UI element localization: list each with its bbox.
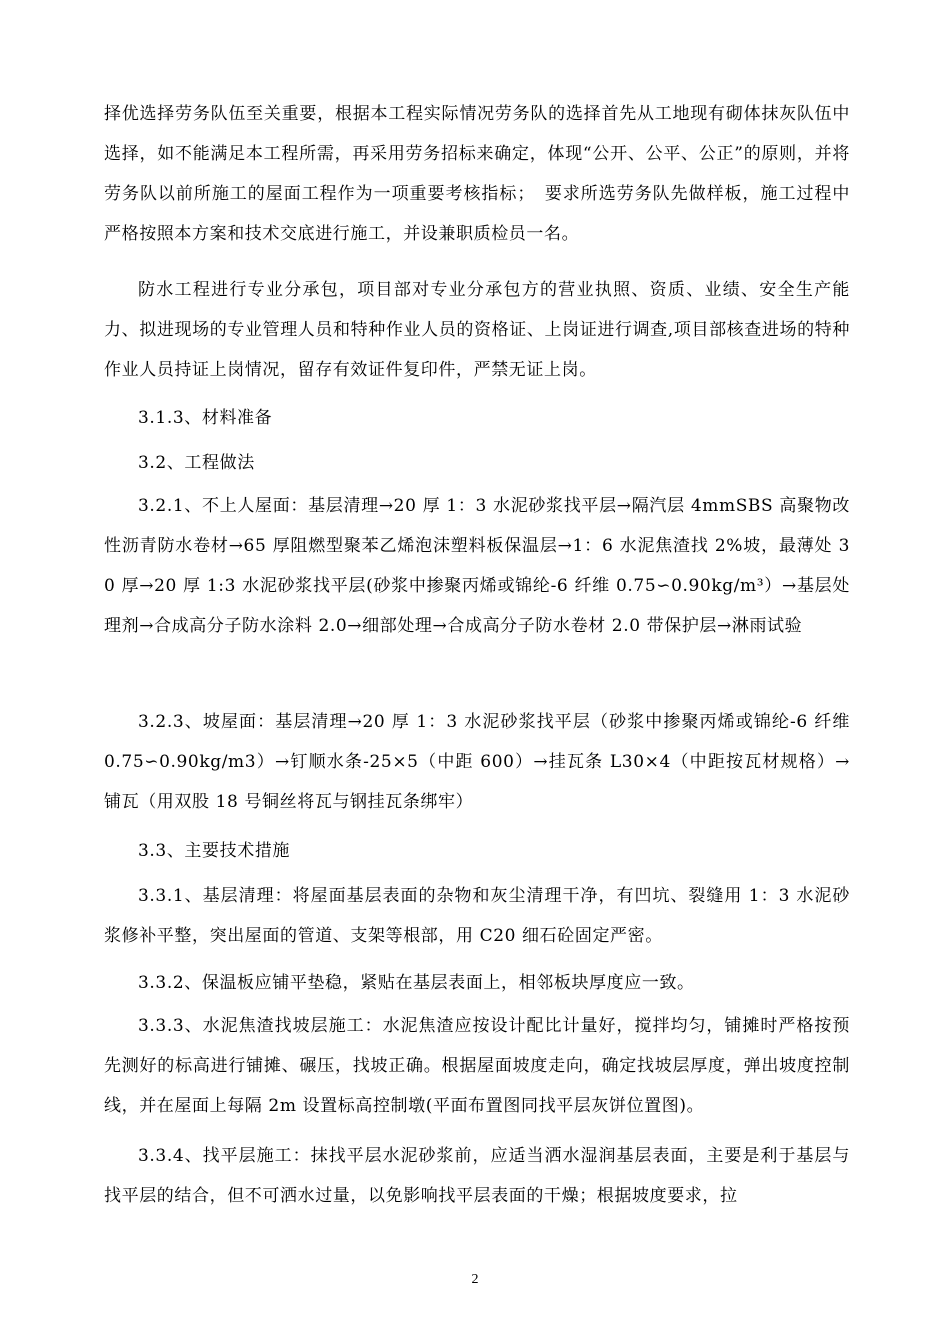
paragraph-3-3-4-leveling-layer: 3.3.4、找平层施工：抹找平层水泥砂浆前，应适当洒水湿润基层表面，主要是利于基层与找平层的结合，但不可洒水过量，以免影响找平层表面的干燥；根据坡度要求，拉 — [104, 1146, 850, 1206]
paragraph-labor-team-selection: 择优选择劳务队伍至关重要，根据本工程实际情况劳务队的选择首先从工地现有砌体抹灰队伍中选择，如不能满足本工程所需，再采用劳务招标来确定，体现“公开、公平、公正”的原则，并将劳务队以前所施工的屋面工程作为一项重要考核指标； 要求所选劳务队先做样板，施工过程中严格按照本方案和技术交底进行施工，并设兼职质检员一名。 — [104, 104, 850, 244]
paragraph-waterproof-subcontract: 防水工程进行专业分承包，项目部对专业分承包方的营业执照、资质、业绩、安全生产能力、拟进现场的专业管理人员和特种作业人员的资格证、上岗证进行调查,项目部核查进场的特种作业人员持证上岗情况，留存有效证件复印件，严禁无证上岗。 — [104, 280, 850, 380]
paragraph-3-2-3-sloped-roof: 3.2.3、坡屋面：基层清理→20 厚 1：3 水泥砂浆找平层（砂浆中掺聚丙烯或锦纶-6 纤维 0.75∽0.90kg/m3）→钉顺水条-25×5（中距 600）→挂瓦条 L30×4（中距按瓦材规格）→铺瓦（用双股 18 号铜丝将瓦与钢挂瓦条绑牢） — [104, 712, 850, 812]
heading-3-3-main-technical-measures: 3.3、主要技术措施 — [138, 841, 291, 861]
heading-3-2-engineering-method: 3.2、工程做法 — [138, 453, 255, 473]
heading-3-1-3-material-preparation: 3.1.3、材料准备 — [138, 408, 273, 428]
paragraph-3-2-1-non-accessible-roof: 3.2.1、不上人屋面：基层清理→20 厚 1：3 水泥砂浆找平层→隔汽层 4mmSBS 高聚物改性沥青防水卷材→65 厚阻燃型聚苯乙烯泡沫塑料板保温层→1：6 水泥焦渣找 2%坡，最薄处 30 厚→20 厚 1:3 水泥砂浆找平层(砂浆中掺聚丙烯或锦纶-6 纤维 0.75∽0.90kg/m³）→基层处理剂→合成高分子防水涂料 2.0→细部处理→合成高分子防水卷材 2.0 带保护层→淋雨试验 — [104, 496, 850, 636]
paragraph-3-3-1-base-cleaning: 3.3.1、基层清理：将屋面基层表面的杂物和灰尘清理干净，有凹坑、裂缝用 1：3 水泥砂浆修补平整，突出屋面的管道、支架等根部，用 C20 细石砼固定严密。 — [104, 886, 850, 946]
paragraph-3-3-2-insulation-board: 3.3.2、保温板应铺平垫稳，紧贴在基层表面上，相邻板块厚度应一致。 — [138, 973, 695, 993]
paragraph-3-3-3-slope-layer: 3.3.3、水泥焦渣找坡层施工：水泥焦渣应按设计配比计量好，搅拌均匀，铺摊时严格按预先测好的标高进行铺摊、碾压，找坡正确。根据屋面坡度走向，确定找坡层厚度，弹出坡度控制线，并在屋面上每隔 2m 设置标高控制墩(平面布置图同找平层灰饼位置图)。 — [104, 1016, 850, 1116]
page-number: 2 — [471, 1272, 479, 1287]
